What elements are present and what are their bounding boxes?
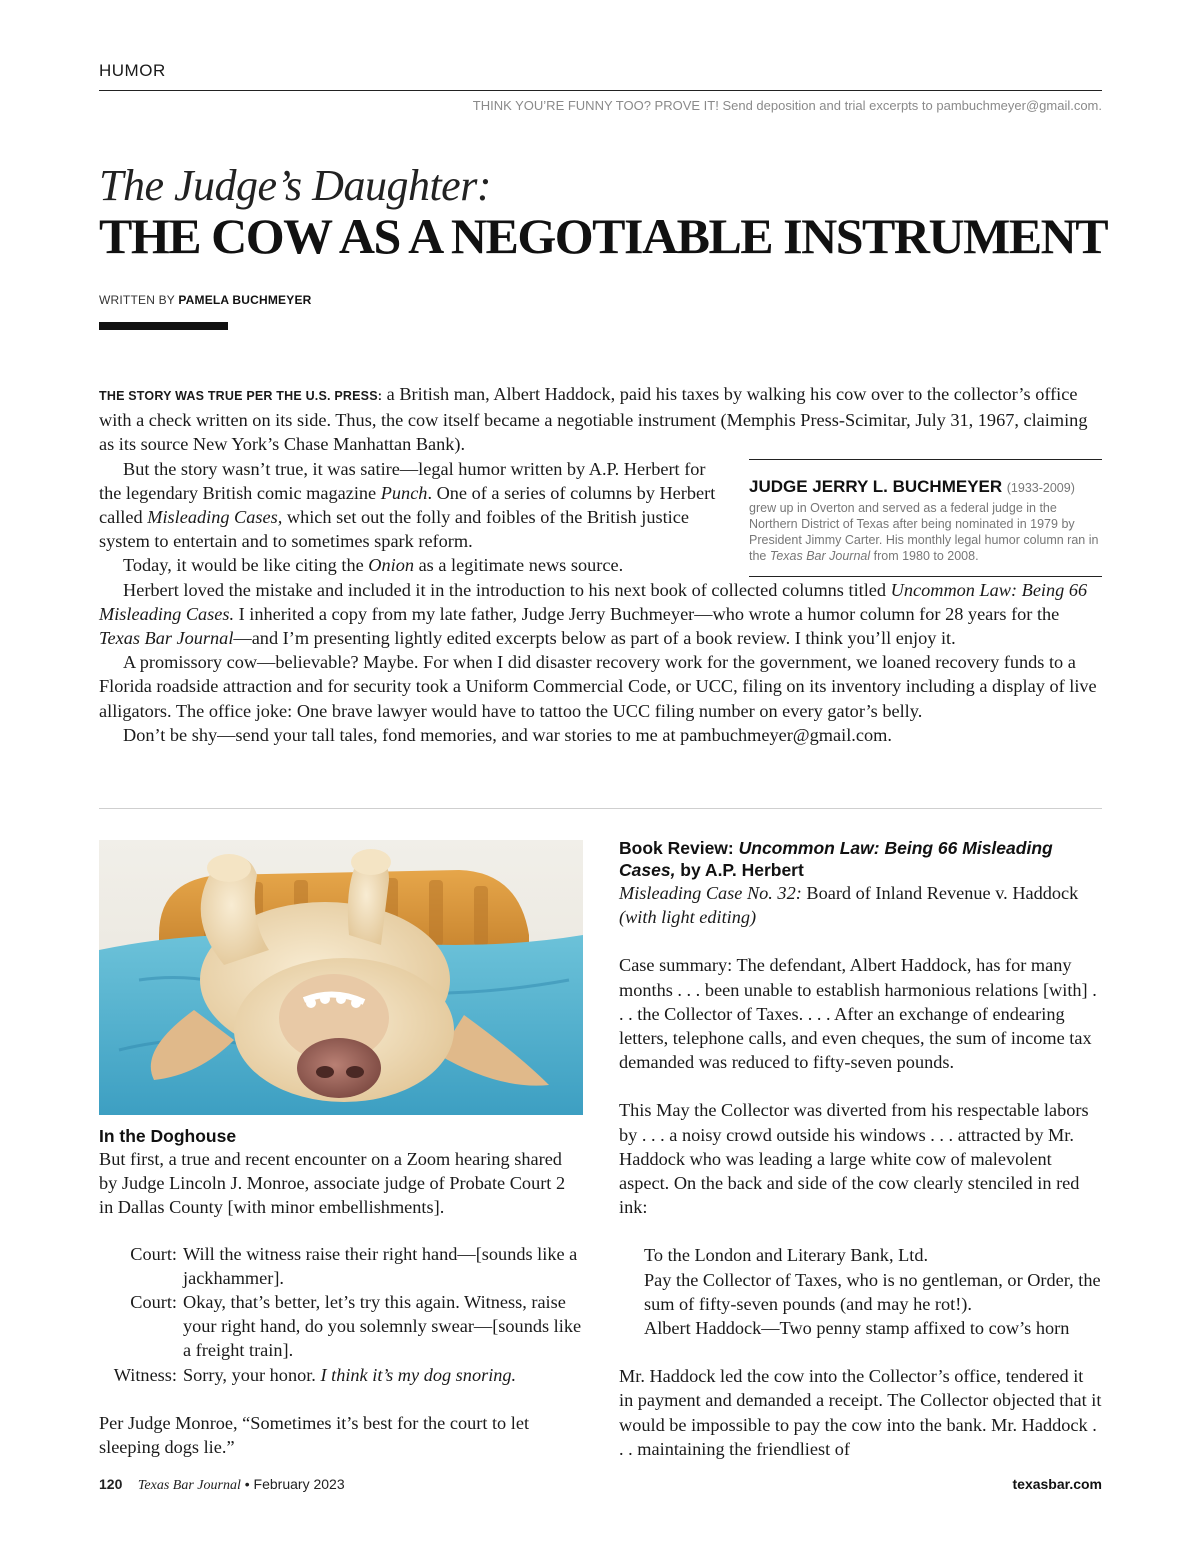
- intro-paragraph-2: But the story wasn’t true, it was satire—legal humor written by A.P. Herbert for the legendary British comic magazine Punch. One of a series of columns by Herbert called Misleading Cases, which set out the folly and foibles of the British justice system to entertain and to sometimes spark reform.: [99, 458, 716, 552]
- issue-date: February 2023: [253, 1476, 345, 1492]
- sidebar-name: JUDGE JERRY L. BUCHMEYER: [749, 476, 1003, 496]
- doghouse-closing: Per Judge Monroe, “Sometimes it’s best for the court to let sleeping dogs lie.”: [99, 1412, 530, 1458]
- transcript-line: [99, 1242, 583, 1290]
- author-sidebar: [749, 459, 1102, 577]
- byline-bar: [99, 322, 228, 330]
- intro-paragraph-5: A promissory cow—believable? Maybe. For when I did disaster recovery work for the government, we loaned recovery funds to a Florida roadside attraction and for security took a Uniform Commercial Code, or UCC, filing on its inventory including a display of live alligators. The office joke: One brave lawyer would have to tattoo the UCC filing number on every gator’s belly.: [99, 652, 1097, 721]
- intro-paragraph-4: Herbert loved the mistake and included it in the introduction to his next book of collected columns titled Uncommon Law: Being 66 Misleading Cases. I inherited a copy from my late father, Judge Jerry Buchmeyer—who wrote a humor column for 28 years for the Texas Bar Journal—and I’m presenting lightly edited excerpts below as part of a book review. I think you’ll enjoy it.: [99, 579, 1088, 649]
- transcript-speaker: Court:: [130, 1243, 177, 1264]
- sidebar-years: (1933-2009): [1006, 480, 1075, 495]
- byline: [99, 293, 312, 307]
- case-paragraph-2: This May the Collector was diverted from his respectable labors by . . . a noisy crowd outside his windows . . . attracted by Mr. Haddock who was leading a large white cow of malevolent aspect. On the back and side of the cow clearly stenciled in red ink:: [619, 1100, 1089, 1218]
- right-column: [619, 837, 1102, 1461]
- article-headline: THE COW AS A NEGOTIABLE INSTRUMENT: [99, 208, 1108, 264]
- page-number: 120: [99, 1476, 123, 1492]
- section-divider: [99, 808, 1102, 809]
- case-paragraph-3: Mr. Haddock led the cow into the Collector’s office, tendered it in payment and demanded a receipt. The Collector objected that it would be impossible to pay the cow into the bank. Mr. Haddock . . . maintaining the friendliest of: [619, 1366, 1102, 1459]
- transcript-line: [99, 1363, 583, 1387]
- section-label: HUMOR: [99, 61, 166, 80]
- intro-section: [99, 382, 1102, 747]
- header-rule: [99, 90, 1102, 91]
- dog-on-bed-illustration: [99, 840, 583, 1115]
- transcript-text: Will the witness raise their right hand—[sounds like a jackhammer].: [183, 1243, 578, 1288]
- byline-author: PAMELA BUCHMEYER: [178, 293, 312, 307]
- left-column: [99, 1125, 583, 1459]
- inscription-line: Albert Haddock—Two penny stamp affixed to cow’s horn: [644, 1318, 1070, 1339]
- zoom-transcript: [99, 1242, 583, 1387]
- footer-bullet: •: [244, 1476, 250, 1492]
- transcript-text: Sorry, your honor. I think it’s my dog snoring.: [183, 1364, 517, 1385]
- case-title: Misleading Case No. 32: Board of Inland Revenue v. Haddock: [619, 883, 1079, 903]
- intro-paragraph-6: Don’t be shy—send your tall tales, fond memories, and war stories to me at pambuchmeyer@gmail.com.: [123, 724, 892, 745]
- transcript-text: Okay, that’s better, let’s try this again. Witness, raise your right hand, do you solemnly swear—[sounds like a freight train].: [183, 1292, 582, 1361]
- case-summary: Case summary: The defendant, Albert Haddock, has for many months . . . been unable to establish harmonious relations [with] . . . the Collector of Taxes. . . . After an exchange of endearing letters, telephone calls, and even cheques, the sum of income tax demanded was reduced to fifty-seven pounds.: [619, 955, 1097, 1073]
- intro-leadin: THE STORY WAS TRUE PER THE U.S. PRESS:: [99, 389, 383, 403]
- page-footer-left: [99, 1476, 345, 1494]
- transcript-speaker: Court:: [130, 1292, 177, 1313]
- transcript-line: [99, 1290, 583, 1363]
- sidebar-bio: grew up in Overton and served as a federal judge in the Northern District of Texas after being nominated in 1979 by President Jimmy Carter. His monthly legal humor column ran in the Texas Bar Journal from 1980 to 2008.: [749, 500, 1099, 563]
- intro-paragraph-3: Today, it would be like citing the Onion as a legitimate news source.: [123, 555, 624, 576]
- doghouse-heading: In the Doghouse: [99, 1126, 237, 1146]
- doghouse-intro: But first, a true and recent encounter on a Zoom hearing shared by Judge Lincoln J. Monroe, associate judge of Probate Court 2 in Dallas County [with minor embellishments].: [99, 1149, 566, 1218]
- inscription-line: Pay the Collector of Taxes, who is no gentleman, or Order, the sum of fifty-seven pounds (and may he rot!).: [644, 1269, 1101, 1314]
- inscription-line: To the London and Literary Bank, Ltd.: [644, 1245, 929, 1266]
- book-review-heading: Book Review: Uncommon Law: Being 66 Misleading Cases, by A.P. Herbert: [619, 838, 1053, 880]
- article-kicker: The Judge’s Daughter:: [99, 161, 491, 210]
- cow-inscription: [619, 1243, 1102, 1340]
- editing-note: (with light editing): [619, 907, 757, 928]
- intro-paragraph-1: THE STORY WAS TRUE PER THE U.S. PRESS: a British man, Albert Haddock, paid his taxes by walking his cow over to the collector’s office with a check written on its side. Thus, the cow itself became a negotiable instrument (Memphis Press-Scimitar, July 31, 1967, claiming as its source New York’s Chase Manhattan Bank).: [99, 384, 1088, 455]
- magazine-name: Texas Bar Journal: [137, 1478, 241, 1493]
- site-url: texasbar.com: [1012, 1476, 1102, 1492]
- dog-photo: [99, 840, 583, 1115]
- transcript-speaker: Witness:: [113, 1364, 177, 1385]
- byline-prefix: WRITTEN BY: [99, 293, 175, 307]
- submission-note: THINK YOU’RE FUNNY TOO? PROVE IT! Send deposition and trial excerpts to pambuchmeyer@gmail.com.: [472, 98, 1102, 113]
